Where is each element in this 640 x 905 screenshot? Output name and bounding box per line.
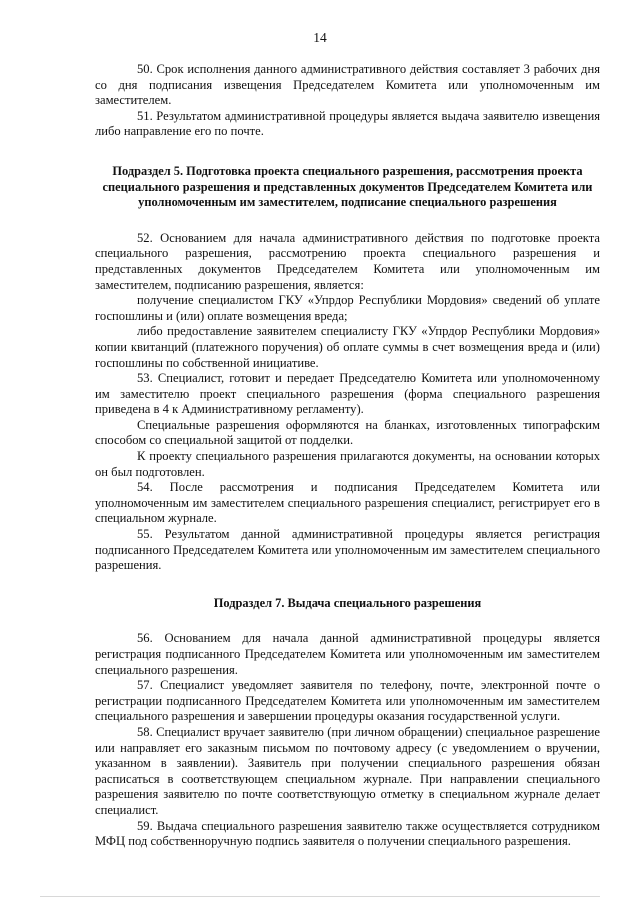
paragraph-53: 53. Специалист, готовит и передает Председателю Комитета или уполномоченному им заместителю проект специального разрешения (форма специального разрешения приведена в 4 к Административному регламенту). [95,371,600,417]
page-bottom-edge [40,896,600,897]
document-body [95,62,600,850]
paragraph-52-item-2: либо предоставление заявителем специалисту ГКУ «Упрдор Республики Мордовия» копии квитанций (платежного поручения) об оплате суммы в счет возмещения вреда и (или) госпошлины по собственной инициативе. [95,324,600,370]
paragraph-54: 54. После рассмотрения и подписания Председателем Комитета или уполномоченным им заместителем специального разрешения специалист, регистрирует его в специальном журнале. [95,480,600,526]
subsection-5-heading: Подраздел 5. Подготовка проекта специального разрешения, рассмотрения проекта специального разрешения и представленных документов Председателем Комитета или уполномоченным им заместителем, подписание специального разрешения [102,163,593,210]
paragraph-51: 51. Результатом административной процедуры является выдача заявителю извещения либо направление его по почте. [95,108,600,139]
subsection-7-heading: Подраздел 7. Выдача специального разрешения [213,595,482,610]
paragraph-53-attachments: К проекту специального разрешения прилагаются документы, на основании которых он был подготовлен. [95,449,600,479]
paragraph-50: 50. Срок исполнения данного административного действия составляет 3 рабочих дня со дня подписания извещения Председателем Комитета или уполномоченным им заместителем. [95,62,600,108]
paragraph-52-item-1: получение специалистом ГКУ «Упрдор Республики Мордовия» сведений об уплате госпошлины и (или) оплате возмещения вреда; [95,293,600,323]
paragraph-53-blanks: Специальные разрешения оформляются на бланках, изготовленных типографским способом со специальной защитой от подделки. [95,417,600,448]
paragraph-57: 57. Специалист уведомляет заявителя по телефону, почте, электронной почте о регистрации подписанного Председателем Комитета или уполномоченным им заместителем специального разрешения и завершении процедуры оказания государственной услуги. [95,678,600,724]
paragraph-56: 56. Основанием для начала данной административной процедуры является регистрация подписанного Председателем Комитета или уполномоченным им заместителем специального разрешения. [95,631,600,677]
paragraph-58: 58. Специалист вручает заявителю (при личном обращении) специальное разрешение или направляет его заказным письмом по почтовому адресу (с уведомлением о вручении, указанном в заявлении). Заявитель при получении специального разрешения обязан расписаться в соответствующем специальном журнале. При направлении специального разрешения заявителю по почте соответствующую отметку в специальном журнале делает специалист. [95,724,600,817]
paragraph-55: 55. Результатом данной административной процедуры является регистрация подписанного Председателем Комитета или уполномоченным им заместителем специального разрешения. [95,527,600,573]
paragraph-52: 52. Основанием для начала административного действия по подготовке проекта специального разрешения, рассмотрению проекта специального разрешения и представленных документов Председателем Комитета или уполномоченным им заместителем, подписанию разрешения, является: [95,230,600,292]
page-number: 14 [313,30,327,45]
paragraph-59: 59. Выдача специального разрешения заявителю также осуществляется сотрудником МФЦ под собственноручную подпись заявителя о получении специального разрешения. [95,818,600,849]
